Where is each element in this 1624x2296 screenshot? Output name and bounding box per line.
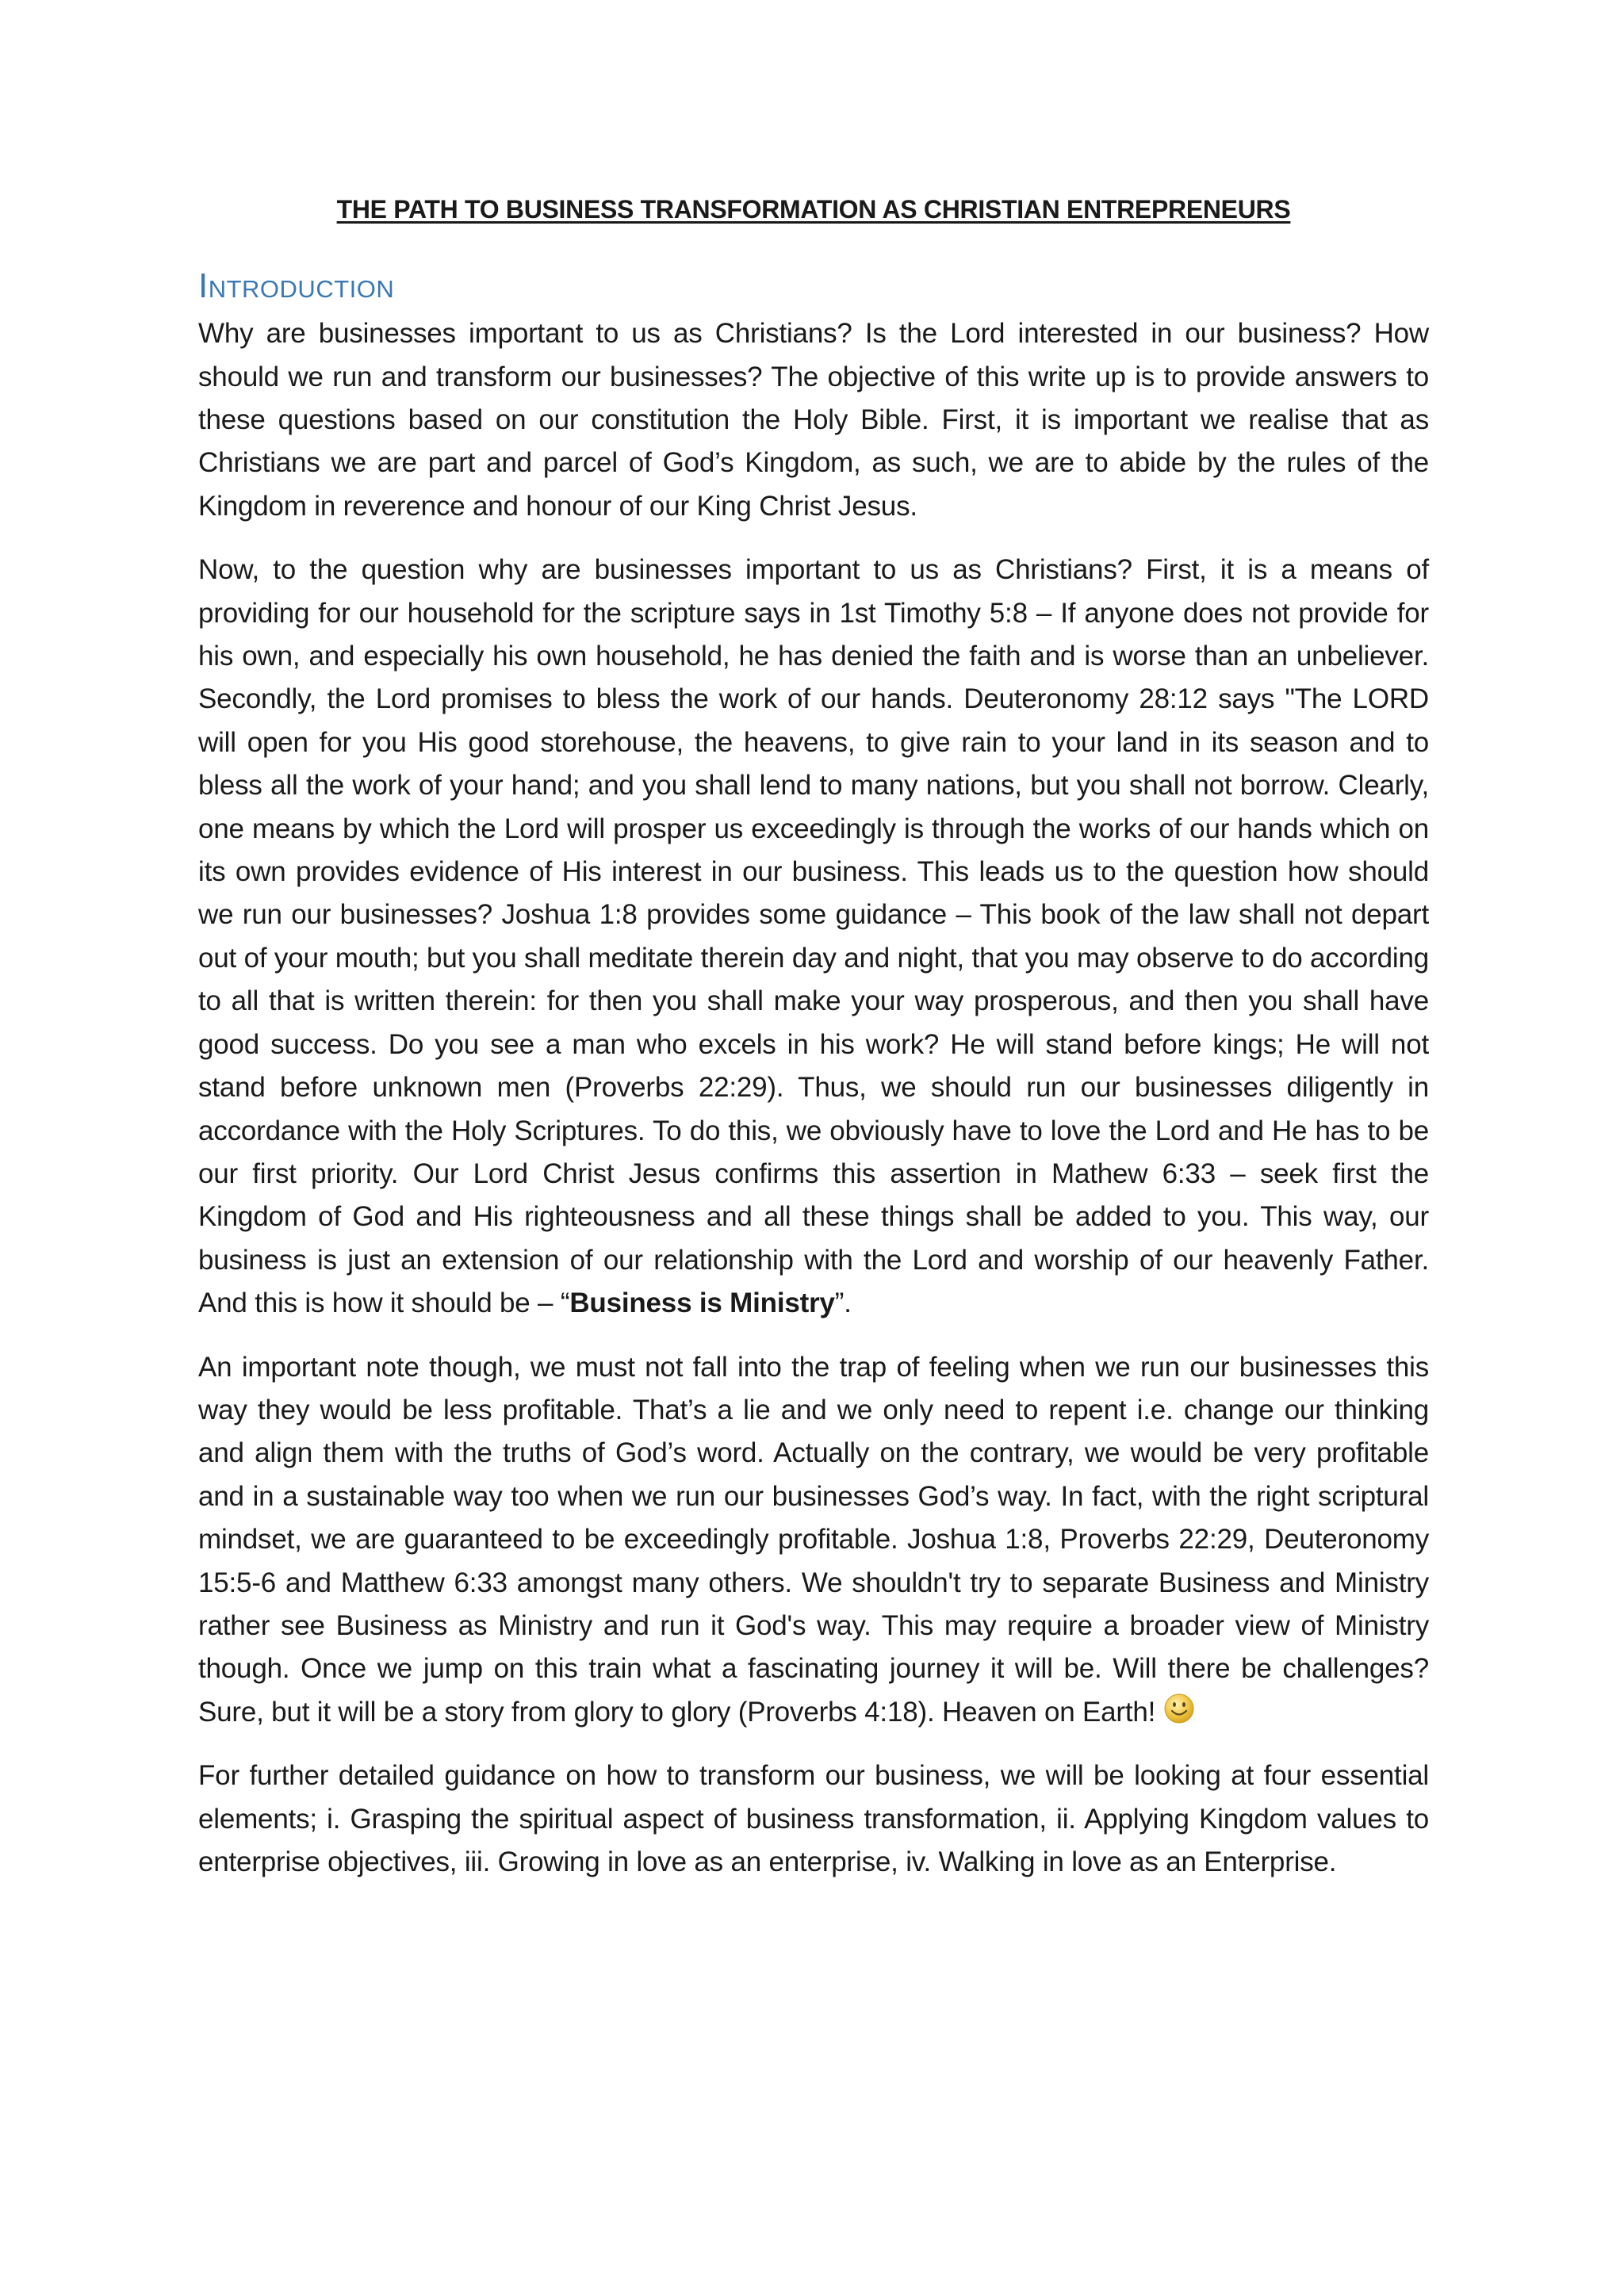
paragraph-1: Why are businesses important to us as Christians? Is the Lord interested in our business? How should we run and transform our businesses? The objective of this write up is to provide answers to these questions based on our constitution the Holy Bible. First, it is important we realise that as Christians we are part and parcel of God’s Kingdom, as such, we are to abide by the rules of the Kingdom in reverence and honour of our King Christ Jesus.	[198, 318, 1429, 522]
paragraph-3	[198, 1346, 1429, 1735]
document-title: THE PATH TO BUSINESS TRANSFORMATION AS CHRISTIAN ENTREPRENEURS	[336, 195, 1291, 224]
document-body	[198, 194, 1429, 1904]
paragraph-2-text: Now, to the question why are businesses important to us as Christians? First, it is a means of providing for our household for the scripture says in 1st Timothy 5:8 – If anyone does not provide for his own, and especially his own household, he has denied the faith and is worse than an unbeliever. Secondly, the Lord promises to bless the work of our hands. Deuteronomy 28:12 says "The LORD will open for you His good storehouse, the heavens, to give rain to your land in its season and to bless all the work of your hand; and you shall lend to many nations, but you shall not borrow. Clearly, one means by which the Lord will prosper us exceedingly is through the works of our hands which on its own provides evidence of His interest in our business. This leads us to the question how should we run our businesses? Joshua 1:8 provides some guidance – This book of the law shall not depart out of your mouth; but you shall meditate therein day and night, that you may observe to do according to all that is written therein: for then you shall make your way prosperous, and then you shall have good success. Do you see a man who excels in his work? He will stand before kings; He will not stand before unknown men (Proverbs 22:29). Thus, we should run our businesses diligently in accordance with the Holy Scriptures. To do this, we obviously have to love the Lord and He has to be our first priority. Our Lord Christ Jesus confirms this assertion in Mathew 6:33 – seek first the Kingdom of God and His righteousness and all these things shall be added to you. This way, our business is just an extension of our relationship with the Lord and worship of our heavenly Father. And this is how it should be – “	[198, 554, 1429, 1319]
paragraph-2	[198, 549, 1429, 1325]
section-heading-introduction: Introduction	[198, 266, 395, 306]
paragraph-2-closing: ”.	[834, 1288, 852, 1319]
paragraph-3-text: An important note though, we must not fall into the trap of feeling when we run our businesses this way they would be less profitable. That’s a lie and we only need to repent i.e. change our thinking and align them with the truths of God’s word. Actually on the contrary, we would be very profitable and in a sustainable way too when we run our businesses God’s way. In fact, with the right scriptural mindset, we are guaranteed to be exceedingly profitable. Joshua 1:8, Proverbs 22:29, Deuteronomy 15:5-6 and Matthew 6:33 amongst many others. We shouldn't try to separate Business and Ministry rather see Business as Ministry and run it God's way. This may require a broader view of Ministry though. Once we jump on this train what a fascinating journey it will be. Will there be challenges? Sure, but it will be a story from glory to glory (Proverbs 4:18). Heaven on Earth!	[198, 1351, 1429, 1728]
business-is-ministry-emphasis: Business is Ministry	[569, 1288, 835, 1319]
paragraph-4: For further detailed guidance on how to transform our business, we will be looking at four essential elements; i. Grasping the spiritual aspect of business transformation, ii. Applying Kingdom values to enterprise objectives, iii. Growing in love as an enterprise, iv. Walking in love as an Enterprise.	[198, 1760, 1429, 1877]
smiley-face-icon	[1163, 1693, 1195, 1724]
